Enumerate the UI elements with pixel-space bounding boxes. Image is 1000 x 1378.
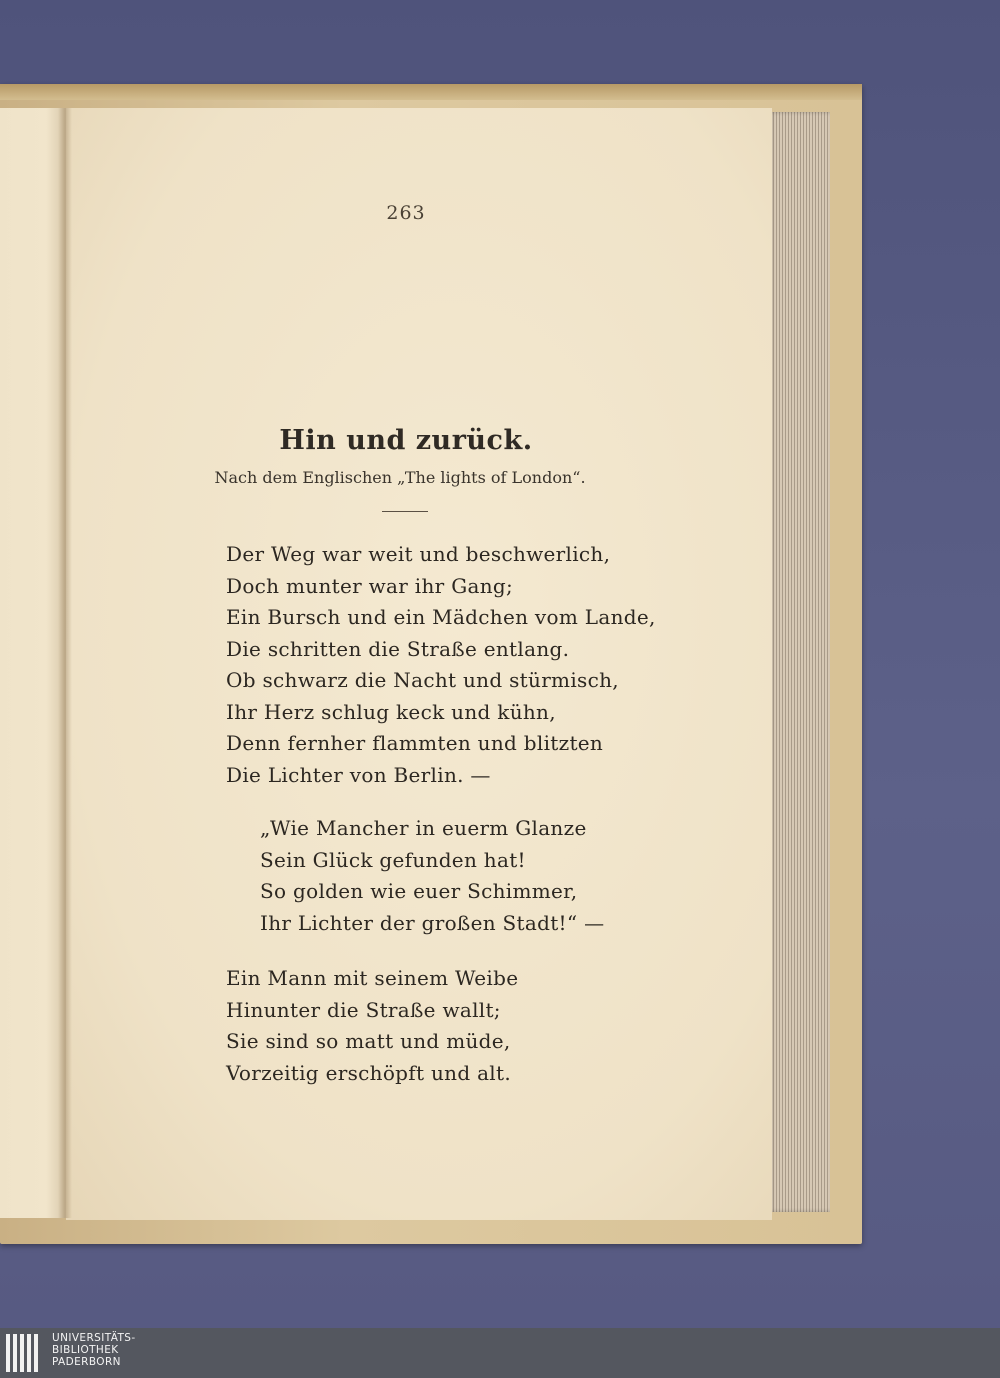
verse-line: Ein Bursch und ein Mädchen vom Lande,	[226, 605, 656, 629]
verse-line: Denn fernher flammten und blitzten	[226, 731, 604, 755]
verse-line: Sie sind so matt und müde,	[226, 1029, 511, 1053]
poem-subtitle: Nach dem Englischen „The lights of London“.	[214, 468, 586, 487]
library-name-line: UNIVERSITÄTS-	[52, 1332, 136, 1344]
verse-line: Sein Glück gefunden hat!	[260, 847, 526, 872]
library-logo-icon	[6, 1334, 46, 1372]
library-name	[52, 1332, 136, 1368]
library-name-line: PADERBORN	[52, 1356, 121, 1368]
verse-line: So golden wie euer Schimmer,	[260, 879, 578, 903]
stanza-2	[260, 813, 604, 939]
verse-line: Doch munter war ihr Gang;	[226, 573, 514, 598]
verse-line: „Wie Mancher in euerm Glanze	[260, 816, 587, 840]
page-number: 263	[386, 202, 426, 224]
book-headband	[0, 84, 862, 100]
verse-line: Ob schwarz die Nacht und stürmisch,	[226, 668, 619, 692]
title-rule	[382, 511, 428, 512]
verse-line: Ihr Lichter der großen Stadt!“ —	[260, 910, 605, 935]
verse-line: Hinunter die Straße wallt;	[226, 997, 501, 1022]
verse-line: Ein Mann mit seinem Weibe	[226, 966, 519, 990]
book-gutter	[58, 108, 72, 1218]
poem-title: Hin und zurück.	[279, 425, 533, 456]
library-banner	[0, 1328, 1000, 1378]
page-block-edge	[768, 112, 830, 1212]
verse-line: Die Lichter von Berlin. —	[226, 762, 491, 787]
verse-line: Ihr Herz schlug keck und kühn,	[226, 699, 556, 724]
stanza-3	[226, 963, 518, 1089]
verse-line: Der Weg war weit und beschwerlich,	[226, 542, 611, 566]
verse-line: Die schritten die Straße entlang.	[226, 636, 570, 661]
left-page	[0, 108, 66, 1218]
library-name-line: BIBLIOTHEK	[52, 1344, 119, 1356]
stanza-1	[226, 539, 656, 791]
verse-line: Vorzeitig erschöpft und alt.	[226, 1060, 511, 1085]
